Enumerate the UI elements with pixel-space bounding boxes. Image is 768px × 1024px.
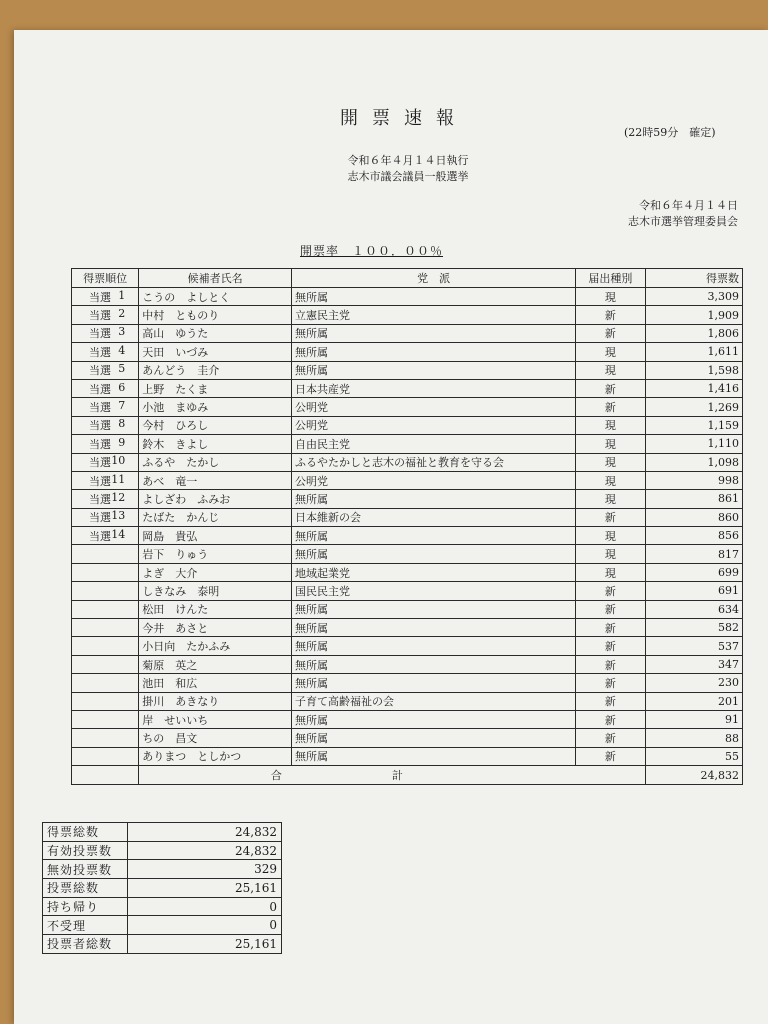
party-name: 無所属 — [291, 343, 575, 361]
vote-count: 1,806 — [645, 324, 742, 342]
party-name: 公明党 — [291, 416, 575, 434]
table-row — [72, 471, 743, 489]
filing-type: 現 — [576, 545, 645, 563]
filing-type: 新 — [576, 747, 645, 765]
rank-number: 12 — [111, 490, 126, 504]
total-row — [72, 766, 743, 785]
rank-cell — [72, 545, 139, 563]
vote-count: 3,309 — [645, 288, 742, 306]
candidate-name: 上野 たくま — [139, 379, 292, 397]
party-name: ふるやたかしと志木の福祉と教育を守る会 — [291, 453, 575, 471]
party-name: 自由民主党 — [291, 435, 575, 453]
vote-count: 699 — [645, 563, 742, 581]
vote-count: 1,416 — [645, 379, 742, 397]
candidate-name: こうの よしとく — [139, 288, 292, 306]
filing-type: 現 — [576, 361, 645, 379]
elected-status: 当選 — [89, 290, 111, 304]
summary-label: 持ち帰り — [43, 897, 128, 916]
summary-table — [42, 822, 282, 954]
total-label: 合計 — [139, 766, 645, 785]
vote-count: 817 — [645, 545, 742, 563]
party-name: 無所属 — [291, 324, 575, 342]
table-row — [72, 527, 743, 545]
rank-cell — [72, 490, 139, 508]
filing-type: 現 — [576, 453, 645, 471]
candidate-name: 小池 まゆみ — [139, 398, 292, 416]
party-name: 無所属 — [291, 637, 575, 655]
summary-row — [43, 841, 282, 860]
summary-body — [43, 823, 282, 954]
table-row — [72, 582, 743, 600]
elected-status: 当選 — [89, 309, 111, 323]
vote-count: 88 — [645, 729, 742, 747]
table-row — [72, 692, 743, 710]
filing-type: 新 — [576, 619, 645, 637]
table-header-row — [72, 269, 743, 288]
candidate-name: よぎ 大介 — [139, 563, 292, 581]
count-rate — [300, 242, 443, 259]
party-name: 子育て高齢福祉の会 — [291, 692, 575, 710]
candidate-name: 岡島 貴弘 — [139, 527, 292, 545]
candidate-name: 小日向 たかふみ — [139, 637, 292, 655]
party-name: 無所属 — [291, 729, 575, 747]
rank-number: 10 — [111, 454, 126, 468]
rank-number: 1 — [118, 288, 126, 302]
rank-cell — [72, 435, 139, 453]
filing-type: 新 — [576, 379, 645, 397]
candidate-name: 今村 ひろし — [139, 416, 292, 434]
count-rate-text: 開票率 １００．００％ — [300, 244, 444, 258]
filing-type: 現 — [576, 563, 645, 581]
table-row — [72, 324, 743, 342]
vote-count: 91 — [645, 710, 742, 728]
summary-row — [43, 935, 282, 954]
rank-cell — [72, 582, 139, 600]
rank-cell — [72, 655, 139, 673]
vote-count: 860 — [645, 508, 742, 526]
rank-number: 2 — [118, 307, 126, 321]
party-name: 無所属 — [291, 655, 575, 673]
party-name: 日本維新の会 — [291, 508, 575, 526]
candidate-name: しきなみ 泰明 — [139, 582, 292, 600]
vote-count: 230 — [645, 674, 742, 692]
rank-number: 3 — [118, 325, 126, 339]
table-row — [72, 710, 743, 728]
summary-value: 25,161 — [128, 935, 282, 954]
vote-count: 1,269 — [645, 398, 742, 416]
filing-type: 現 — [576, 288, 645, 306]
table-row — [72, 416, 743, 434]
table-row — [72, 361, 743, 379]
summary-row — [43, 860, 282, 879]
rank-cell — [72, 324, 139, 342]
rank-number: 9 — [118, 435, 126, 449]
vote-count: 1,098 — [645, 453, 742, 471]
summary-label: 投票総数 — [43, 879, 128, 898]
summary-row — [43, 897, 282, 916]
rank-cell — [72, 416, 139, 434]
rank-cell — [72, 674, 139, 692]
candidate-name: あんどう 圭介 — [139, 361, 292, 379]
filing-type: 新 — [576, 306, 645, 324]
header-rank: 得票順位 — [72, 269, 139, 288]
execution-date: 令和６年４月１４日執行 — [347, 154, 469, 167]
party-name: 無所属 — [291, 619, 575, 637]
rank-cell — [72, 600, 139, 618]
elected-status: 当選 — [89, 492, 111, 506]
party-name: 無所属 — [291, 710, 575, 728]
filing-type: 新 — [576, 655, 645, 673]
elected-status: 当選 — [89, 511, 111, 525]
total-blank — [72, 766, 139, 785]
header-type: 届出種別 — [576, 269, 645, 288]
filing-type: 現 — [576, 471, 645, 489]
results-body — [72, 288, 743, 766]
elected-status: 当選 — [89, 456, 111, 470]
filing-type: 新 — [576, 710, 645, 728]
summary-row — [43, 916, 282, 935]
elected-status: 当選 — [89, 401, 111, 415]
candidate-name: ふるや たかし — [139, 453, 292, 471]
rank-number: 11 — [111, 472, 126, 486]
filing-type: 現 — [576, 527, 645, 545]
party-name: 無所属 — [291, 747, 575, 765]
header-name: 候補者氏名 — [139, 269, 292, 288]
table-row — [72, 508, 743, 526]
candidate-name: ありまつ としかつ — [139, 747, 292, 765]
elected-status: 当選 — [89, 364, 111, 378]
filing-type: 新 — [576, 508, 645, 526]
table-row — [72, 306, 743, 324]
table-row — [72, 674, 743, 692]
filing-type: 現 — [576, 416, 645, 434]
document-title: 開票速報 — [340, 108, 468, 129]
elected-status: 当選 — [89, 474, 111, 488]
results-table — [71, 268, 743, 785]
filing-type: 新 — [576, 600, 645, 618]
party-name: 国民民主党 — [291, 582, 575, 600]
filing-type: 現 — [576, 343, 645, 361]
filing-type: 新 — [576, 674, 645, 692]
filing-type: 新 — [576, 582, 645, 600]
table-row — [72, 435, 743, 453]
rank-number: 8 — [118, 417, 126, 431]
table-row — [72, 343, 743, 361]
candidate-name: よしざわ ふみお — [139, 490, 292, 508]
rank-cell — [72, 747, 139, 765]
filing-type: 新 — [576, 692, 645, 710]
summary-label: 投票者総数 — [43, 935, 128, 954]
candidate-name: 天田 いづみ — [139, 343, 292, 361]
rank-number: 4 — [118, 343, 126, 357]
rank-cell — [72, 692, 139, 710]
vote-count: 691 — [645, 582, 742, 600]
candidate-name: ちの 昌文 — [139, 729, 292, 747]
vote-count: 1,598 — [645, 361, 742, 379]
rank-cell — [72, 379, 139, 397]
summary-label: 得票総数 — [43, 823, 128, 842]
rank-cell — [72, 508, 139, 526]
summary-value: 24,832 — [128, 823, 282, 842]
election-name: 志木市議会議員一般選挙 — [347, 170, 469, 183]
table-row — [72, 637, 743, 655]
party-name: 公明党 — [291, 398, 575, 416]
rank-cell — [72, 343, 139, 361]
vote-count: 347 — [645, 655, 742, 673]
summary-value: 25,161 — [128, 879, 282, 898]
header-party: 党 派 — [291, 269, 575, 288]
vote-count: 1,110 — [645, 435, 742, 453]
rank-cell — [72, 361, 139, 379]
vote-count: 582 — [645, 619, 742, 637]
rank-number: 7 — [118, 399, 126, 413]
rank-number: 13 — [111, 509, 126, 523]
rank-cell — [72, 729, 139, 747]
table-row — [72, 288, 743, 306]
party-name: 無所属 — [291, 288, 575, 306]
rank-cell — [72, 637, 139, 655]
candidate-name: 高山 ゆうた — [139, 324, 292, 342]
table-row — [72, 398, 743, 416]
table-row — [72, 545, 743, 563]
vote-count: 634 — [645, 600, 742, 618]
rank-cell — [72, 398, 139, 416]
candidate-name: 菊原 英之 — [139, 655, 292, 673]
candidate-name: 池田 和広 — [139, 674, 292, 692]
vote-count: 1,909 — [645, 306, 742, 324]
filing-type: 新 — [576, 729, 645, 747]
issuer-name: 志木市選挙管理委員会 — [628, 215, 738, 228]
candidate-name: 岸 せいいち — [139, 710, 292, 728]
table-row — [72, 379, 743, 397]
filing-type: 新 — [576, 324, 645, 342]
vote-count: 1,159 — [645, 416, 742, 434]
rank-cell — [72, 453, 139, 471]
candidate-name: たばた かんじ — [139, 508, 292, 526]
filing-type: 新 — [576, 637, 645, 655]
party-name: 無所属 — [291, 361, 575, 379]
issue-date: 令和６年４月１４日 — [639, 199, 738, 212]
elected-status: 当選 — [89, 437, 111, 451]
table-row — [72, 490, 743, 508]
filing-type: 現 — [576, 435, 645, 453]
summary-row — [43, 823, 282, 842]
party-name: 地域起業党 — [291, 563, 575, 581]
filing-type: 現 — [576, 490, 645, 508]
issuer-block — [586, 198, 738, 230]
rank-number: 14 — [111, 527, 126, 541]
rank-cell — [72, 288, 139, 306]
elected-status: 当選 — [89, 345, 111, 359]
vote-count: 55 — [645, 747, 742, 765]
table-row — [72, 747, 743, 765]
party-name: 無所属 — [291, 545, 575, 563]
header-votes: 得票数 — [645, 269, 742, 288]
summary-label: 有効投票数 — [43, 841, 128, 860]
vote-count: 537 — [645, 637, 742, 655]
vote-count: 856 — [645, 527, 742, 545]
elected-status: 当選 — [89, 419, 111, 433]
table-row — [72, 600, 743, 618]
party-name: 日本共産党 — [291, 379, 575, 397]
table-row — [72, 655, 743, 673]
rank-number: 6 — [118, 380, 126, 394]
summary-value: 0 — [128, 916, 282, 935]
table-row — [72, 729, 743, 747]
summary-row — [43, 879, 282, 898]
candidate-name: 今井 あさと — [139, 619, 292, 637]
candidate-name: 松田 けんた — [139, 600, 292, 618]
party-name: 無所属 — [291, 674, 575, 692]
summary-label: 不受理 — [43, 916, 128, 935]
elected-status: 当選 — [89, 529, 111, 543]
rank-cell — [72, 306, 139, 324]
candidate-name: あべ 竜一 — [139, 471, 292, 489]
party-name: 無所属 — [291, 600, 575, 618]
summary-value: 0 — [128, 897, 282, 916]
rank-cell — [72, 527, 139, 545]
elected-status: 当選 — [89, 382, 111, 396]
candidate-name: 岩下 りゅう — [139, 545, 292, 563]
summary-value: 329 — [128, 860, 282, 879]
party-name: 公明党 — [291, 471, 575, 489]
party-name: 立憲民主党 — [291, 306, 575, 324]
vote-count: 998 — [645, 471, 742, 489]
table-row — [72, 563, 743, 581]
table-row — [72, 453, 743, 471]
elected-status: 当選 — [89, 327, 111, 341]
summary-label: 無効投票数 — [43, 860, 128, 879]
rank-number: 5 — [118, 362, 126, 376]
party-name: 無所属 — [291, 490, 575, 508]
candidate-name: 鈴木 きよし — [139, 435, 292, 453]
party-name: 無所属 — [291, 527, 575, 545]
filing-type: 新 — [576, 398, 645, 416]
candidate-name: 中村 とものり — [139, 306, 292, 324]
vote-count: 201 — [645, 692, 742, 710]
candidate-name: 掛川 あきなり — [139, 692, 292, 710]
table-row — [72, 619, 743, 637]
total-votes: 24,832 — [645, 766, 742, 785]
summary-value: 24,832 — [128, 841, 282, 860]
rank-cell — [72, 471, 139, 489]
rank-cell — [72, 710, 139, 728]
vote-count: 1,611 — [645, 343, 742, 361]
rank-cell — [72, 619, 139, 637]
rank-cell — [72, 563, 139, 581]
confirmation-time: (22時59分 確定) — [624, 126, 716, 139]
election-info — [328, 153, 488, 185]
vote-count: 861 — [645, 490, 742, 508]
